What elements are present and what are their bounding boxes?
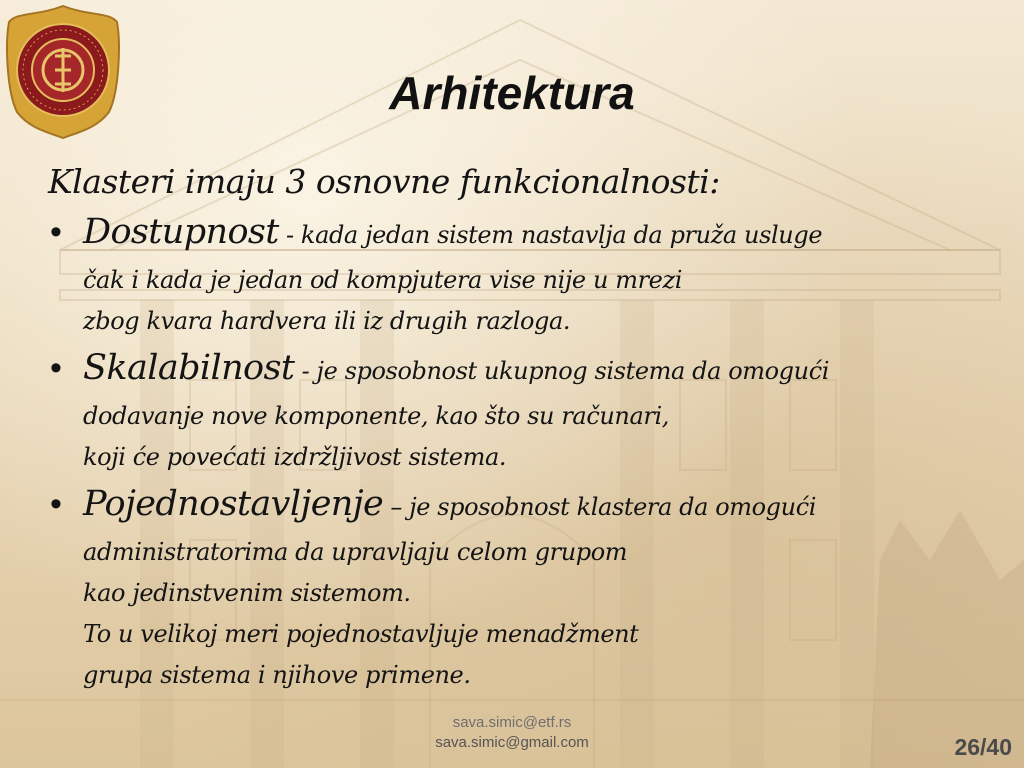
bullet-line: kao jedinstvenim sistemom. — [83, 579, 411, 607]
slide-page-number: 26/40 — [954, 734, 1012, 760]
bullet-line: je sposobnost ukupnog sistema da omogući — [316, 357, 830, 385]
bullet-line: To u velikoj meri pojednostavljuje menadžment — [83, 620, 639, 648]
slide-title: Arhitektura — [389, 67, 635, 119]
bullet-line: grupa sistema i njihove primene. — [83, 661, 471, 689]
bullet-line: čak i kada je jedan od kompjutera vise nije u mrezi — [83, 266, 682, 294]
footer-email-primary: sava.simic@etf.rs — [452, 714, 572, 731]
bullet-line: je sposobnost klastera da omogući — [409, 493, 817, 521]
bullet-pojednostavljenje — [48, 482, 988, 696]
bullet-marker: • — [50, 213, 62, 251]
bullet-term: Pojednostavljenje — [83, 484, 384, 524]
bullet-separator: – — [383, 493, 410, 521]
bullet-skalabilnost — [48, 346, 988, 478]
bullet-separator: - — [278, 221, 301, 249]
bullet-separator: - — [294, 357, 317, 385]
slide-content — [48, 158, 988, 700]
bullet-line: dodavanje nove komponente, kao što su računari, — [83, 402, 669, 430]
bullet-line: kada jedan sistem nastavlja da pruža usluge — [300, 221, 823, 249]
bullet-term: Skalabilnost — [83, 348, 295, 388]
bullet-marker: • — [50, 349, 62, 387]
bullet-marker: • — [50, 485, 62, 523]
bullet-line: administratorima da upravljaju celom grupom — [83, 538, 628, 566]
bullet-term: Dostupnost — [83, 212, 279, 252]
bullet-dostupnost — [48, 210, 988, 342]
bullet-line: zbog kvara hardvera ili iz drugih razloga. — [83, 307, 571, 335]
bullet-line: koji će povećati izdržljivost sistema. — [83, 443, 507, 471]
intro-text: Klasteri imaju 3 osnovne funkcionalnosti: — [48, 162, 720, 201]
footer-email-secondary: sava.simic@gmail.com — [435, 734, 589, 751]
